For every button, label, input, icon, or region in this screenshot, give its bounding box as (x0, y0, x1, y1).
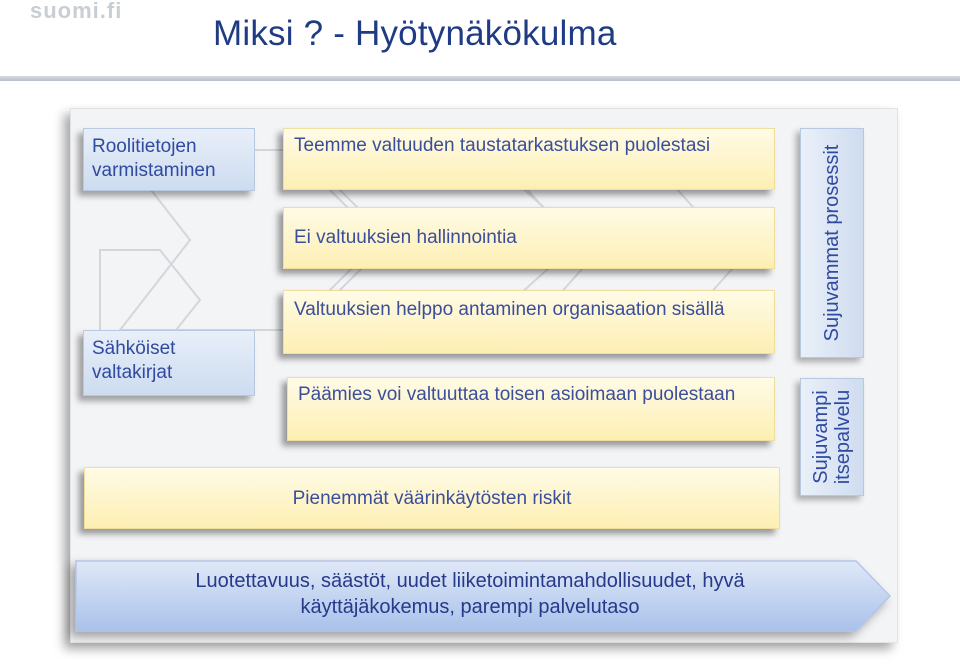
benefit-box-principal-authorizes (287, 377, 775, 441)
page-title: Miksi ? - Hyötynäkökulma (213, 14, 617, 53)
left-box-label: Roolitietojen varmistaminen (92, 136, 216, 181)
benefit-box-easy-authorization (283, 290, 775, 354)
benefit-box-no-management (283, 207, 775, 269)
left-box-role-verification (83, 128, 255, 191)
benefit-label: Päämies voi valtuuttaa toisen asioimaan puolestaan (298, 384, 736, 405)
right-box-smoother-self-service (800, 378, 864, 496)
right-box-label: Sujuvampi itsepalvelu (810, 389, 854, 485)
suomi-fi-logo: suomi.fi (30, 0, 123, 23)
left-box-electronic-mandates (83, 330, 255, 396)
right-box-smoother-processes (800, 128, 864, 358)
benefit-label: Valtuuksien helppo antaminen organisaation sisällä (294, 299, 725, 320)
result-arrow-label: Luotettavuus, säästöt, uudet liiketoimintamahdollisuudet, hyvä käyttäjäkokemus, parempi palvelutaso (195, 570, 745, 618)
benefit-box-background-check (283, 128, 775, 190)
right-box-label: Sujuvammat prosessit (821, 144, 843, 342)
left-box-label: Sähköiset valtakirjat (92, 338, 176, 383)
risk-reduction-box (84, 467, 780, 529)
benefit-label: Ei valtuuksien hallinnointia (294, 227, 517, 248)
benefit-label: Teemme valtuuden taustatarkastuksen puolestasi (294, 135, 711, 156)
risk-reduction-label: Pienemmät väärinkäytösten riskit (292, 488, 572, 509)
